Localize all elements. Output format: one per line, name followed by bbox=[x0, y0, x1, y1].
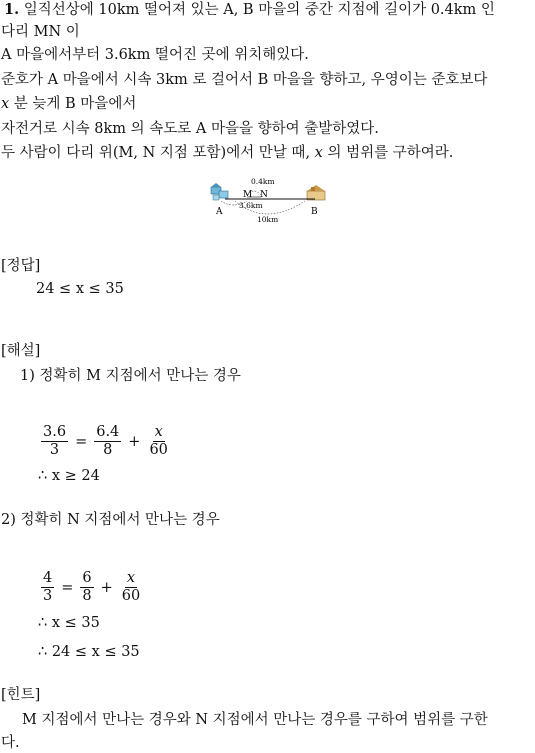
problem-number: 1. bbox=[4, 1, 20, 18]
village-bridge-diagram bbox=[205, 175, 335, 225]
problem-text-1: 일직선상에 10km 떨어져 있는 A, B 마을의 중간 지점에 길이가 0.4km 인 bbox=[23, 2, 495, 18]
village-b-label: B bbox=[311, 207, 318, 217]
total-distance-label: 10km bbox=[257, 215, 279, 224]
problem-line-4: 준호가 A 마을에서 시속 3km 로 걸어서 B 마을을 향하고, 우영이는 준호보다 bbox=[1, 72, 488, 88]
point-m-label: M bbox=[243, 190, 253, 200]
problem-line-7 bbox=[1, 143, 453, 163]
denominator: 3 bbox=[43, 588, 53, 604]
problem-text-7a: 두 사람이 다리 위(M, N 지점 포함)에서 만날 때, bbox=[1, 145, 315, 161]
fraction bbox=[80, 570, 93, 605]
case2-title: 2) 정확히 N 지점에서 만나는 경우 bbox=[1, 512, 220, 528]
numerator: 6 bbox=[82, 570, 92, 586]
village-a-label: A bbox=[216, 207, 223, 217]
problem-line-2: 다리 MN 이 bbox=[1, 24, 80, 40]
final-result: ∴ 24 ≤ x ≤ 35 bbox=[38, 644, 140, 660]
solution-header: [해설] bbox=[1, 343, 41, 359]
village-b-icon bbox=[307, 185, 325, 200]
problem-line-1 bbox=[4, 0, 495, 20]
numerator: 6.4 bbox=[96, 424, 120, 440]
equals-sign: = bbox=[75, 433, 88, 450]
fraction bbox=[41, 570, 54, 605]
denominator: 60 bbox=[149, 442, 168, 458]
denominator: 8 bbox=[103, 442, 113, 458]
village-a-icon bbox=[211, 183, 228, 200]
variable-x: x bbox=[314, 145, 323, 161]
fraction bbox=[41, 424, 68, 459]
problem-text-5: 분 늦게 B 마을에서 bbox=[9, 96, 137, 112]
hint-header: [힌트] bbox=[1, 687, 41, 703]
case1-equation bbox=[38, 424, 173, 459]
bridge-length-label: 0.4km bbox=[251, 177, 275, 186]
plus-sign: + bbox=[128, 433, 141, 450]
denominator: 3 bbox=[49, 442, 60, 458]
numerator: 4 bbox=[43, 570, 53, 586]
fraction bbox=[147, 424, 169, 459]
equals-sign: = bbox=[61, 579, 74, 596]
point-n-label: N bbox=[260, 190, 268, 200]
problem-line-5 bbox=[1, 94, 136, 114]
plus-sign: + bbox=[100, 579, 113, 596]
hint-line-2: 다. bbox=[1, 735, 20, 751]
case2-equation bbox=[38, 570, 145, 605]
fraction bbox=[120, 570, 142, 605]
am-distance-label: 3.6km bbox=[239, 201, 263, 210]
case1-result: ∴ x ≥ 24 bbox=[38, 468, 100, 484]
answer-value: 24 ≤ x ≤ 35 bbox=[36, 281, 124, 297]
denominator: 8 bbox=[82, 588, 92, 604]
fraction bbox=[94, 424, 121, 459]
denominator: 60 bbox=[121, 588, 141, 604]
case1-title: 1) 정확히 M 지점에서 만나는 경우 bbox=[20, 368, 241, 384]
case2-result: ∴ x ≤ 35 bbox=[38, 615, 100, 631]
problem-text-7b: 의 범위를 구하여라. bbox=[322, 145, 454, 161]
hint-line-1: M 지점에서 만나는 경우와 N 지점에서 만나는 경우를 구하여 범위를 구한 bbox=[22, 712, 488, 728]
variable-x: x bbox=[1, 96, 10, 112]
numerator: 3.6 bbox=[43, 424, 67, 440]
numerator: x bbox=[126, 570, 136, 586]
problem-line-6: 자전거로 시속 8km 의 속도로 A 마을을 향하여 출발하였다. bbox=[1, 121, 379, 137]
problem-line-3: A 마을에서부터 3.6km 떨어진 곳에 위치해있다. bbox=[1, 47, 309, 63]
answer-header: [정답] bbox=[1, 258, 41, 274]
numerator: x bbox=[154, 424, 163, 440]
